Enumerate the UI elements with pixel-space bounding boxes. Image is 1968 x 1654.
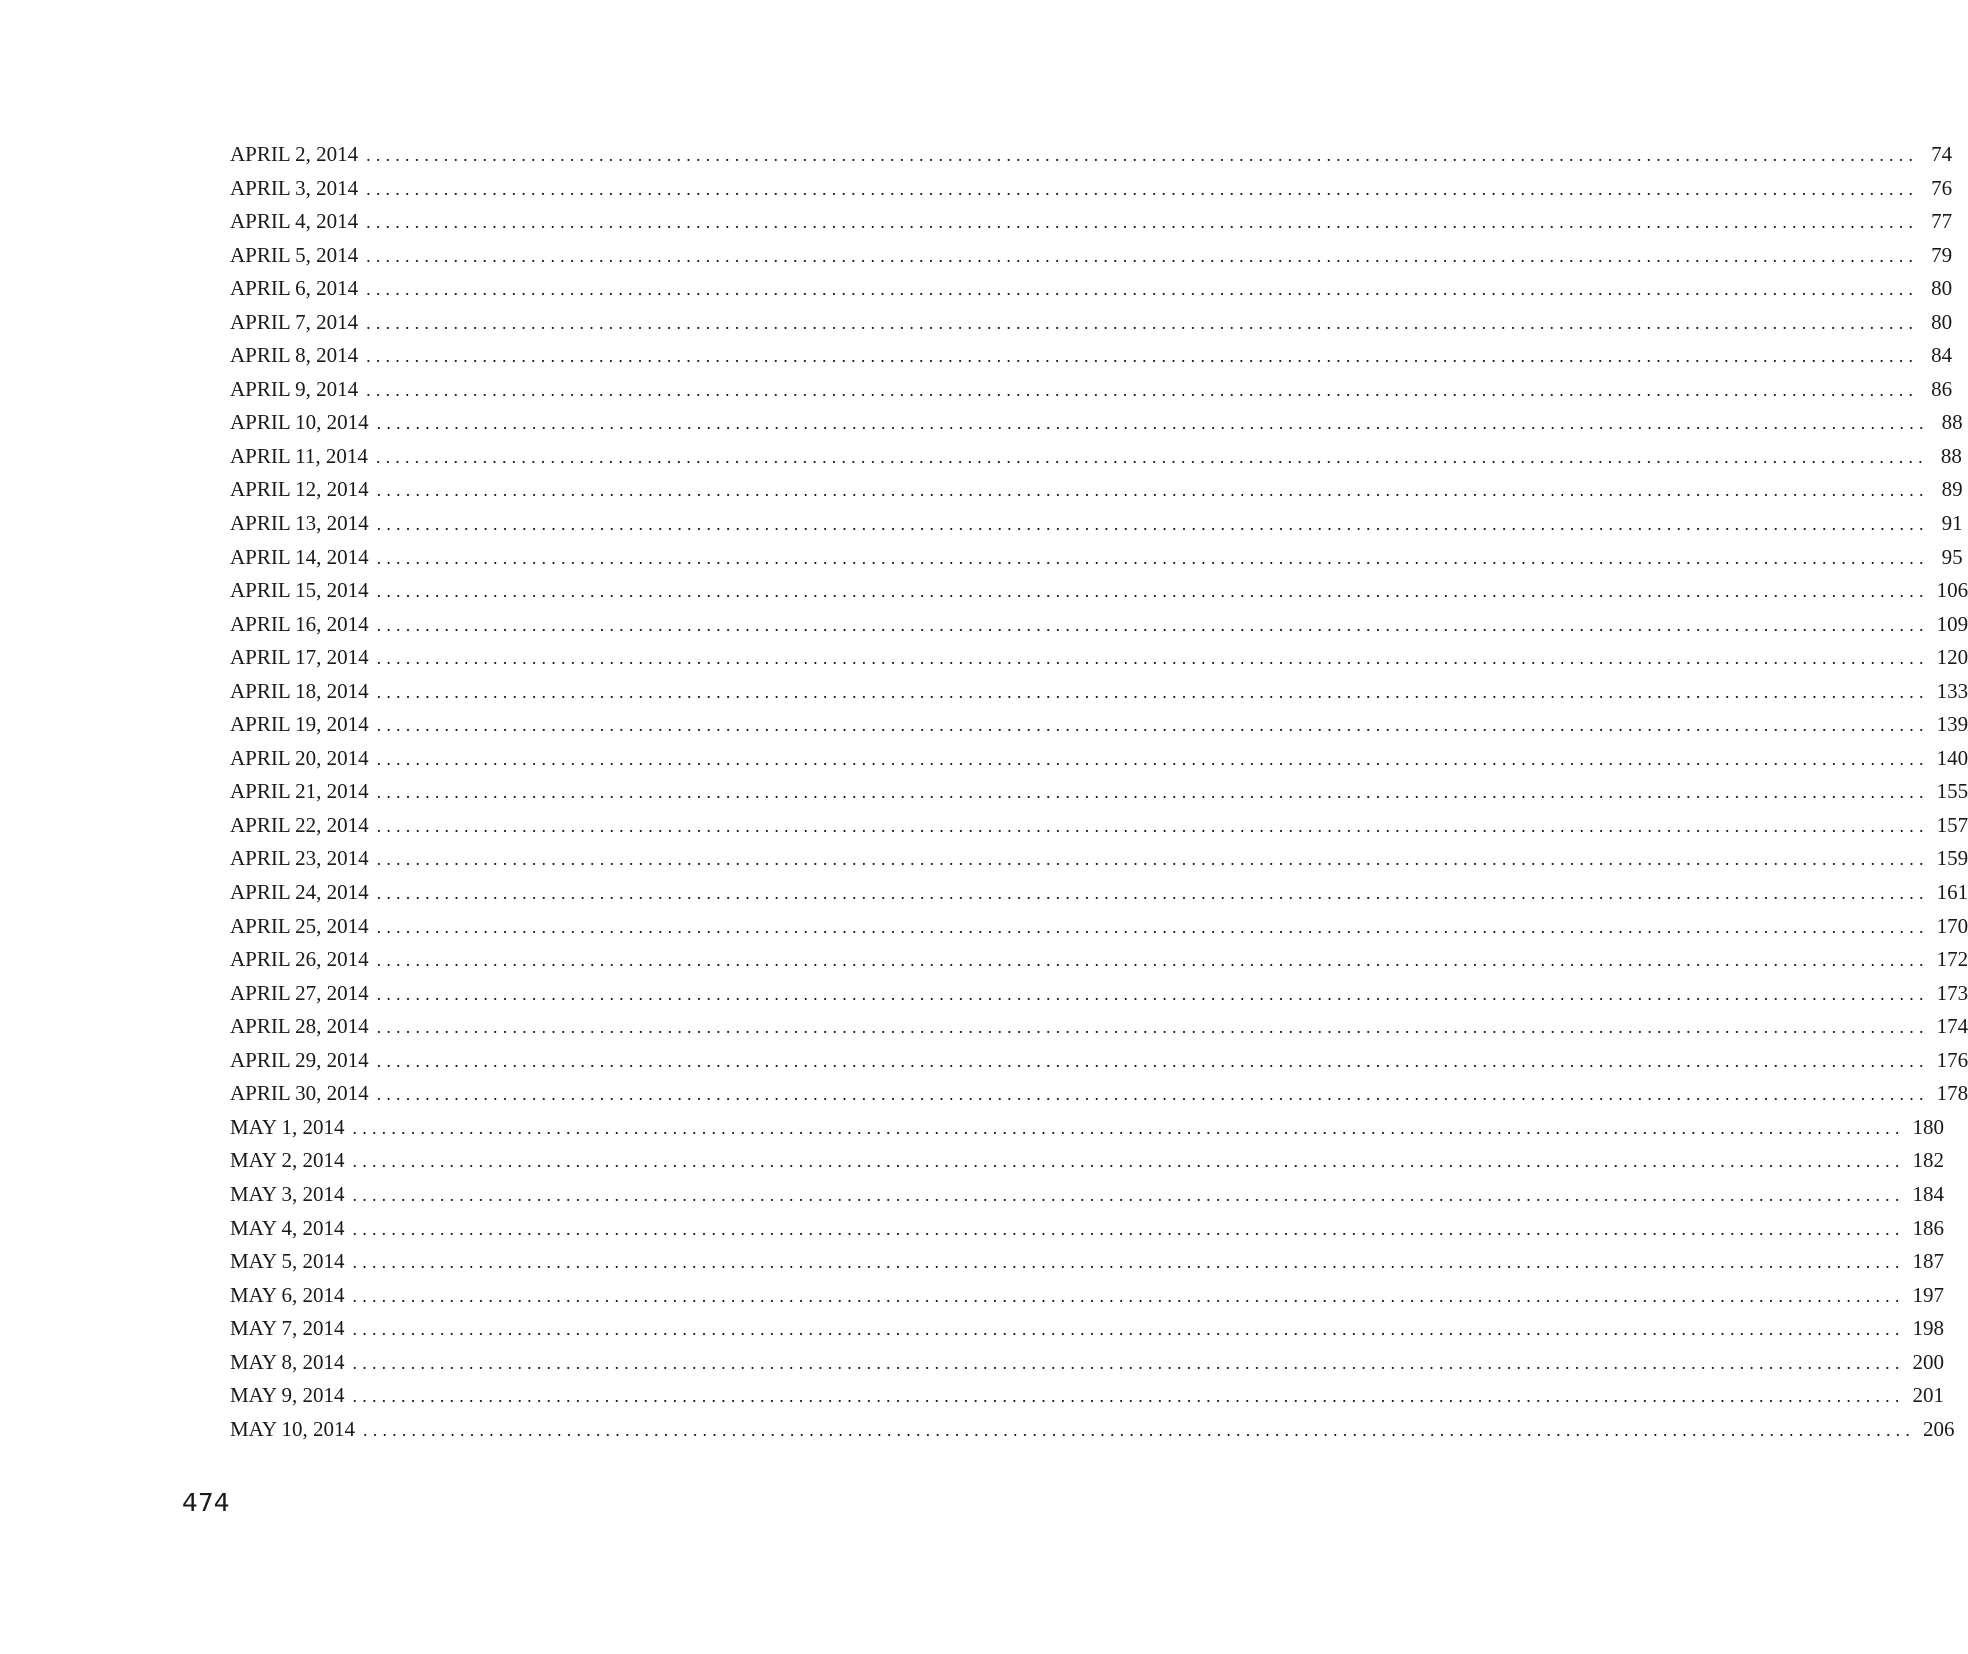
toc-entry-label: MAY 8, 2014 (230, 1349, 345, 1374)
dot-leader: ................................................................................................................................................................ (376, 748, 1929, 769)
dot-leader: ................................................................................................................................................................ (352, 1252, 1905, 1273)
toc-entry-page-number: 159 (1936, 846, 1968, 871)
toc-entry (230, 1178, 1945, 1212)
toc-entry-page-number: 80 (1931, 276, 1953, 301)
toc-entry-label: APRIL 4, 2014 (230, 209, 359, 234)
toc-entry (230, 205, 1953, 239)
toc-entry (230, 1312, 1945, 1346)
toc-entry-label: MAY 3, 2014 (230, 1181, 345, 1206)
toc-entry-page-number: 84 (1931, 343, 1953, 368)
toc-entry (230, 373, 1953, 407)
toc-entry (230, 1077, 1968, 1111)
dot-leader: ................................................................................................................................................................ (376, 581, 1929, 602)
dot-leader: ................................................................................................................................................................ (366, 245, 1919, 266)
dot-leader: ................................................................................................................................................................ (366, 212, 1919, 233)
toc-entry-page-number: 176 (1936, 1047, 1968, 1072)
toc-entry-page-number: 173 (1936, 980, 1968, 1005)
toc-entry-label: APRIL 2, 2014 (230, 142, 359, 166)
toc-entry-label: MAY 7, 2014 (230, 1316, 345, 1341)
toc-entry-page-number: 79 (1931, 242, 1953, 267)
dot-leader: ................................................................................................................................................................ (352, 1184, 1905, 1205)
toc-entry-label: APRIL 10, 2014 (230, 410, 369, 435)
toc-entry-label: APRIL 16, 2014 (230, 611, 369, 636)
toc-entry-label: APRIL 7, 2014 (230, 309, 359, 334)
toc-entry (230, 1346, 1945, 1380)
toc-entry-label: APRIL 9, 2014 (230, 376, 359, 401)
toc-entry-label: APRIL 21, 2014 (230, 779, 369, 804)
toc-entry-label: APRIL 22, 2014 (230, 812, 369, 837)
toc-entry-label: APRIL 23, 2014 (230, 846, 369, 871)
toc-entry-label: MAY 9, 2014 (230, 1383, 345, 1408)
toc-entry-page-number: 174 (1936, 1014, 1968, 1039)
dot-leader: ................................................................................................................................................................ (352, 1386, 1905, 1407)
toc-entry (230, 574, 1968, 608)
table-of-contents (230, 138, 1968, 1446)
dot-leader: ................................................................................................................................................................ (366, 178, 1919, 199)
toc-entry-label: APRIL 20, 2014 (230, 745, 369, 770)
toc-entry-page-number: 201 (1912, 1383, 1945, 1408)
dot-leader: ................................................................................................................................................................ (376, 815, 1929, 836)
toc-entry-label: MAY 1, 2014 (230, 1114, 345, 1139)
toc-entry-label: APRIL 5, 2014 (230, 242, 359, 267)
dot-leader: ................................................................................................................................................................ (375, 446, 1928, 467)
toc-entry (230, 172, 1953, 206)
dot-leader: ................................................................................................................................................................ (376, 1050, 1929, 1071)
toc-entry-label: APRIL 14, 2014 (230, 544, 369, 569)
toc-entry-page-number: 109 (1936, 611, 1968, 636)
toc-entry (230, 1245, 1945, 1279)
toc-entry-label: APRIL 30, 2014 (230, 1081, 369, 1106)
toc-entry-label: APRIL 27, 2014 (230, 980, 369, 1005)
toc-entry-label: MAY 6, 2014 (230, 1282, 345, 1307)
toc-entry-page-number: 106 (1936, 578, 1968, 603)
dot-leader: ................................................................................................................................................................ (366, 379, 1919, 400)
toc-entry (230, 306, 1953, 340)
dot-leader: ................................................................................................................................................................ (376, 1017, 1929, 1038)
toc-entry-label: MAY 10, 2014 (230, 1416, 356, 1441)
dot-leader: ................................................................................................................................................................ (376, 715, 1929, 736)
toc-entry-page-number: 178 (1936, 1081, 1968, 1106)
toc-entry (230, 977, 1968, 1011)
toc-entry-label: APRIL 11, 2014 (230, 443, 368, 468)
dot-leader: ................................................................................................................................................................ (352, 1218, 1905, 1239)
dot-leader: ................................................................................................................................................................ (363, 1419, 1916, 1440)
toc-entry-page-number: 180 (1912, 1114, 1945, 1139)
toc-entry-page-number: 95 (1941, 544, 1963, 569)
dot-leader: ................................................................................................................................................................ (376, 1084, 1929, 1105)
toc-entry-page-number: 133 (1936, 678, 1968, 703)
toc-entry-page-number: 182 (1912, 1148, 1945, 1173)
dot-leader: ................................................................................................................................................................ (376, 916, 1929, 937)
dot-leader: ................................................................................................................................................................ (352, 1117, 1905, 1138)
toc-entry-page-number: 76 (1931, 175, 1953, 200)
dot-leader: ................................................................................................................................................................ (376, 514, 1929, 535)
toc-entry-page-number: 77 (1931, 209, 1953, 234)
toc-entry-label: APRIL 28, 2014 (230, 1014, 369, 1039)
toc-entry (230, 742, 1968, 776)
toc-entry (230, 239, 1953, 273)
toc-entry (230, 541, 1963, 575)
toc-entry (230, 943, 1968, 977)
toc-entry-page-number: 120 (1936, 645, 1968, 670)
dot-leader: ................................................................................................................................................................ (376, 614, 1929, 635)
dot-leader: ................................................................................................................................................................ (352, 1285, 1905, 1306)
toc-entry (230, 876, 1968, 910)
toc-entry-page-number: 187 (1912, 1249, 1945, 1274)
toc-entry (230, 473, 1963, 507)
toc-entry-page-number: 198 (1912, 1316, 1945, 1341)
toc-entry (230, 1010, 1968, 1044)
toc-entry-page-number: 172 (1936, 947, 1968, 972)
toc-entry-label: APRIL 19, 2014 (230, 712, 369, 737)
toc-entry-page-number: 157 (1936, 812, 1968, 837)
toc-entry (230, 708, 1968, 742)
dot-leader: ................................................................................................................................................................ (376, 782, 1929, 803)
toc-entry-page-number: 80 (1931, 309, 1953, 334)
toc-entry-page-number: 200 (1912, 1349, 1945, 1374)
toc-entry-page-number: 161 (1936, 880, 1968, 905)
toc-entry (230, 675, 1968, 709)
dot-leader: ................................................................................................................................................................ (376, 849, 1929, 870)
toc-entry-page-number: 89 (1941, 477, 1963, 502)
toc-entry (230, 775, 1968, 809)
toc-entry-label: APRIL 26, 2014 (230, 947, 369, 972)
toc-entry-label: APRIL 25, 2014 (230, 913, 369, 938)
toc-entry (230, 440, 1962, 474)
toc-entry-page-number: 74 (1931, 142, 1953, 166)
toc-entry-page-number: 91 (1941, 511, 1963, 536)
toc-entry (230, 1212, 1945, 1246)
toc-entry (230, 641, 1968, 675)
toc-entry-page-number: 170 (1936, 913, 1968, 938)
toc-entry (230, 1413, 1955, 1447)
dot-leader: ................................................................................................................................................................ (376, 547, 1929, 568)
toc-entry (230, 842, 1968, 876)
toc-entry-page-number: 155 (1936, 779, 1968, 804)
toc-entry (230, 1044, 1968, 1078)
toc-entry (230, 1111, 1945, 1145)
dot-leader: ................................................................................................................................................................ (352, 1352, 1905, 1373)
toc-entry-label: MAY 2, 2014 (230, 1148, 345, 1173)
dot-leader: ................................................................................................................................................................ (366, 312, 1919, 333)
toc-entry-page-number: 86 (1931, 376, 1953, 401)
toc-entry (230, 910, 1968, 944)
toc-entry (230, 608, 1968, 642)
toc-entry-label: APRIL 15, 2014 (230, 578, 369, 603)
toc-entry-page-number: 184 (1912, 1181, 1945, 1206)
dot-leader: ................................................................................................................................................................ (352, 1319, 1905, 1340)
toc-entry-label: APRIL 17, 2014 (230, 645, 369, 670)
toc-entry (230, 1279, 1945, 1313)
toc-entry-page-number: 197 (1912, 1282, 1945, 1307)
toc-entry-page-number: 88 (1941, 410, 1963, 435)
toc-entry-page-number: 206 (1923, 1416, 1955, 1441)
dot-leader: ................................................................................................................................................................ (376, 480, 1929, 501)
dot-leader: ................................................................................................................................................................ (376, 681, 1929, 702)
dot-leader: ................................................................................................................................................................ (376, 883, 1929, 904)
toc-entry-label: APRIL 18, 2014 (230, 678, 369, 703)
toc-entry (230, 406, 1963, 440)
toc-entry-page-number: 88 (1940, 443, 1962, 468)
toc-entry-label: APRIL 29, 2014 (230, 1047, 369, 1072)
toc-entry-label: APRIL 8, 2014 (230, 343, 359, 368)
toc-entry (230, 809, 1968, 843)
dot-leader: ................................................................................................................................................................ (376, 648, 1929, 669)
page-number: 474 (182, 1488, 230, 1517)
toc-entry-label: APRIL 3, 2014 (230, 175, 359, 200)
dot-leader: ................................................................................................................................................................ (376, 950, 1929, 971)
toc-entry-page-number: 139 (1936, 712, 1968, 737)
dot-leader: ................................................................................................................................................................ (366, 145, 1919, 165)
toc-entry (230, 272, 1953, 306)
toc-entry (230, 138, 1953, 172)
toc-entry (230, 1379, 1945, 1413)
toc-entry-page-number: 186 (1912, 1215, 1945, 1240)
toc-entry-label: APRIL 13, 2014 (230, 511, 369, 536)
dot-leader: ................................................................................................................................................................ (366, 279, 1919, 300)
toc-entry (230, 507, 1963, 541)
toc-entry (230, 1144, 1945, 1178)
dot-leader: ................................................................................................................................................................ (352, 1151, 1905, 1172)
toc-entry (230, 339, 1953, 373)
toc-entry-label: MAY 5, 2014 (230, 1249, 345, 1274)
dot-leader: ................................................................................................................................................................ (366, 346, 1919, 367)
dot-leader: ................................................................................................................................................................ (376, 413, 1929, 434)
toc-entry-label: APRIL 6, 2014 (230, 276, 359, 301)
toc-entry-label: APRIL 12, 2014 (230, 477, 369, 502)
toc-entry-label: APRIL 24, 2014 (230, 880, 369, 905)
toc-entry-page-number: 140 (1936, 745, 1968, 770)
dot-leader: ................................................................................................................................................................ (376, 983, 1929, 1004)
toc-entry-label: MAY 4, 2014 (230, 1215, 345, 1240)
